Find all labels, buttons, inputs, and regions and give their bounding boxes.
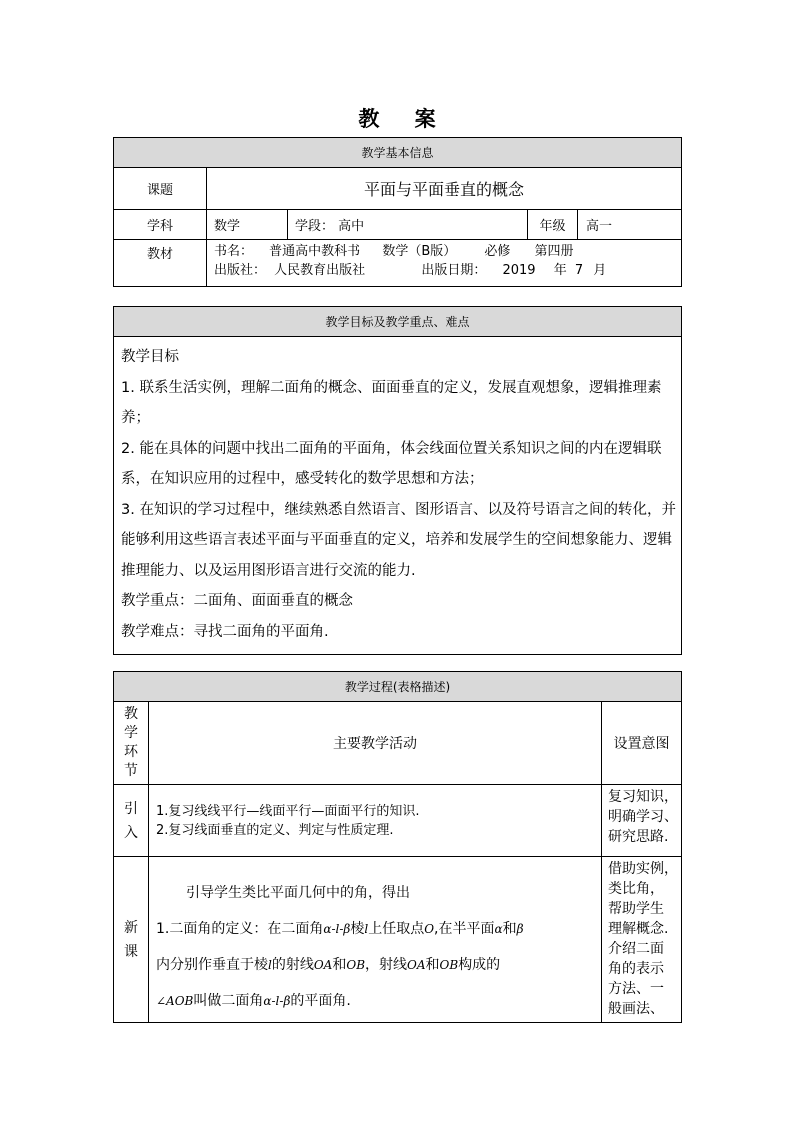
purpose-line: 方法、一 — [608, 981, 664, 997]
page-title: 教 案 — [358, 107, 450, 131]
goal-2: 2. 能在具体的问题中找出二面角的平面角，体会线面位置关系知识之间的内在逻辑联系，在知识应用的过程中，感受转化的数学思想和方法； — [121, 440, 662, 487]
text: ，射线 — [365, 957, 408, 973]
math-symbol: α-l-β — [263, 994, 291, 1008]
stage-char: 新 — [124, 919, 138, 936]
stage-value: 高中 — [338, 219, 365, 234]
purpose-line: 介绍二面 — [608, 941, 664, 957]
book-label: 书名： — [214, 244, 254, 259]
purpose-column-header: 设置意图 — [602, 702, 682, 785]
math-symbol: l — [268, 958, 272, 972]
grade-label: 年级 — [528, 210, 578, 240]
text: 和 — [502, 921, 517, 937]
purpose-line: 类比角， — [608, 881, 664, 897]
stage-cell — [288, 210, 528, 240]
text: 叫做二面角 — [193, 993, 264, 1009]
new-activity — [149, 857, 602, 1023]
math-symbol: OB — [439, 958, 459, 972]
math-symbol: OA — [407, 958, 426, 972]
purpose-line: 借助实例， — [608, 861, 678, 877]
intro-line-2: 2.复习线面垂直的定义、判定与性质定理. — [156, 822, 394, 838]
intro-purpose — [602, 785, 682, 857]
new-purpose — [602, 857, 682, 1023]
process-header: 教学过程(表格描述) — [114, 672, 682, 702]
purpose-line: 研究思路. — [608, 829, 669, 845]
goal-1: 1. 联系生活实例，理解二面角的概念、面面垂直的定义，发展直观想象，逻辑推理素养； — [121, 379, 662, 426]
difficulty: 教学难点：寻找二面角的平面角. — [121, 623, 329, 640]
subject-value: 数学 — [207, 210, 288, 240]
intro-line-1: 1.复习线线平行—线面平行—面面平行的知识. — [156, 803, 420, 819]
math-symbol: β — [516, 922, 524, 936]
math-symbol: l — [364, 922, 369, 936]
goal-3: 3. 在知识的学习过程中，继续熟悉自然语言、图形语言、以及符号语言之间的转化，并能够利用这些语言表述平面与平面垂直的定义，培养和发展学生的空间想象能力、逻辑推理能力、以及运用图形语言进行交流的能力. — [121, 501, 676, 579]
book-type: 必修 — [484, 244, 511, 259]
pub-month: 7 — [574, 263, 584, 278]
grade-value: 高一 — [578, 210, 682, 240]
topic-value: 平面与平面垂直的概念 — [207, 168, 682, 210]
purpose-line: 帮助学生 — [608, 901, 664, 917]
objectives-body — [114, 337, 682, 655]
objectives-header: 教学目标及教学重点、难点 — [114, 307, 682, 337]
year-unit: 年 — [553, 263, 567, 278]
subject-label: 学科 — [114, 210, 207, 240]
new-lead: 引导学生类比平面几何中的角，得出 — [186, 885, 410, 901]
text: 的射线 — [271, 957, 314, 973]
text: 1.二面角的定义：在二面角 — [156, 921, 324, 937]
text: ,在半平面 — [434, 921, 495, 937]
text: 内分别作垂直于棱 — [156, 957, 268, 973]
purpose-line: 般画法、 — [608, 1001, 664, 1017]
pub-year: 2019 — [502, 263, 536, 278]
process-table — [113, 671, 682, 1023]
purpose-line: 明确学习、 — [608, 809, 678, 825]
pubdate-label: 出版日期： — [421, 263, 487, 278]
purpose-line: 复习知识， — [608, 789, 678, 805]
goals-title: 教学目标 — [121, 349, 179, 365]
stage-char: 教 — [124, 706, 138, 722]
math-symbol: α-l-β — [323, 922, 351, 936]
basic-info-header: 教学基本信息 — [114, 138, 682, 168]
topic-label: 课题 — [114, 168, 207, 210]
stage-char: 课 — [124, 943, 138, 960]
objectives-table — [113, 306, 682, 655]
text: 和 — [425, 957, 440, 973]
text: 构成的 — [458, 957, 501, 973]
textbook-label: 教材 — [114, 240, 207, 287]
stage-label: 学段： — [295, 219, 335, 234]
stage-column-header — [114, 702, 149, 785]
definition-line-2 — [156, 947, 597, 983]
stage-char: 环 — [124, 744, 138, 760]
text: 棱 — [350, 921, 365, 937]
math-symbol: O — [424, 922, 435, 936]
stage-char: 入 — [124, 824, 138, 841]
textbook-info — [207, 240, 682, 287]
purpose-line: 角的表示 — [608, 961, 664, 977]
math-symbol: ∠AOB — [156, 994, 194, 1008]
basic-info-table — [113, 137, 682, 287]
book-name: 数学（B版） — [382, 244, 457, 259]
stage-char: 节 — [124, 763, 138, 779]
text: 和 — [332, 957, 347, 973]
activity-column-header: 主要教学活动 — [149, 702, 602, 785]
new-stage — [114, 857, 149, 1023]
intro-stage — [114, 785, 149, 857]
text: 的平面角. — [290, 993, 351, 1009]
publisher-value: 人民教育出版社 — [274, 263, 366, 278]
stage-char: 引 — [124, 800, 138, 817]
key-point: 教学重点：二面角、面面垂直的概念 — [121, 593, 353, 609]
definition-line-1 — [156, 911, 597, 947]
publisher-label: 出版社： — [214, 263, 267, 278]
intro-activity — [149, 785, 602, 857]
book-series: 普通高中教科书 — [269, 244, 361, 259]
math-symbol: OA — [313, 958, 333, 972]
month-unit: 月 — [593, 263, 607, 278]
book-volume: 第四册 — [534, 244, 574, 259]
purpose-line: 理解概念. — [608, 921, 669, 937]
text: 上任取点 — [368, 921, 425, 937]
math-symbol: α — [494, 922, 503, 936]
math-symbol: OB — [346, 958, 366, 972]
definition-line-3 — [156, 983, 597, 1019]
stage-char: 学 — [124, 725, 138, 741]
